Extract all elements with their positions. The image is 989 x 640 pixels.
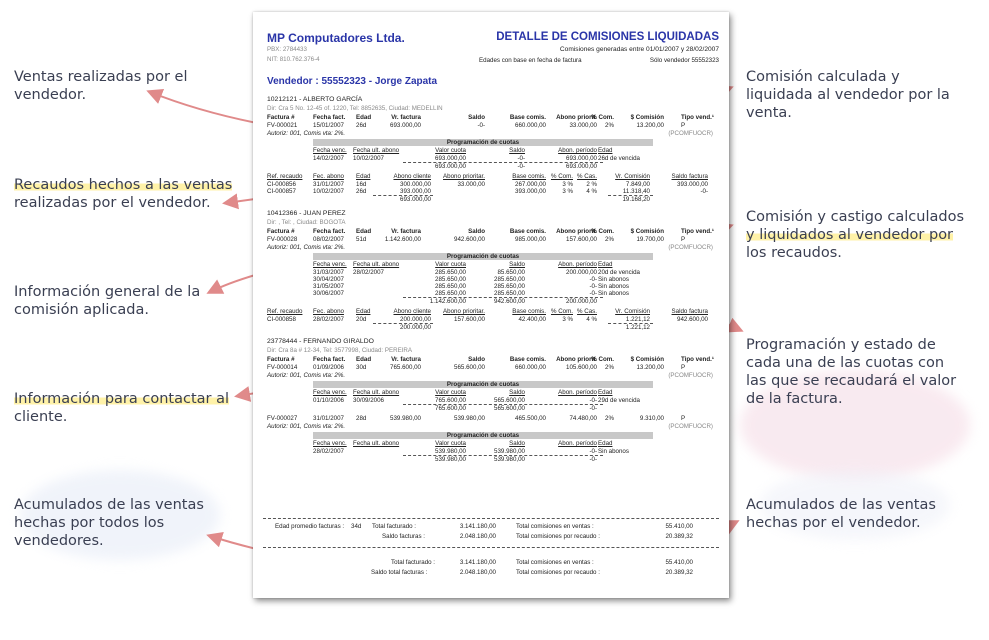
callout-acum-vendedor: Acumulados de las ventas hechas por el vendedor. xyxy=(746,497,936,531)
recaudo-header: Base comis. xyxy=(512,173,546,180)
cuota-row: -0- xyxy=(589,276,597,283)
company-nit: NIT: 810.762.376-4 xyxy=(267,56,320,63)
report-solo: Sólo vendedor 55552323 xyxy=(649,57,719,64)
cuota-row: Sin abonos xyxy=(598,290,629,297)
callout-comision-calculada: Comisión calculada y liquidada al vendedor por la venta. xyxy=(746,69,950,121)
recaudo-row: 200.000,00 xyxy=(400,316,431,323)
cuota-header: Edad xyxy=(598,147,613,154)
recaudo-row: -0- xyxy=(700,188,708,195)
callout-info-comision: Información general de la comisión aplicada. xyxy=(14,284,201,318)
seller-sf-label: Saldo facturas : xyxy=(382,533,425,540)
cuota-header: Fecha ult. abono xyxy=(353,261,400,268)
cuota-row: 693.000,00 xyxy=(435,155,466,162)
cuota-row: -0- xyxy=(517,155,525,162)
cuota-header: Abon. período xyxy=(558,440,597,447)
cuota-totals: 565.600,00 xyxy=(494,405,525,412)
invoice-row: 105.600,00 xyxy=(566,364,597,371)
recaudo-total-abono: 693.000,00 xyxy=(400,196,431,203)
invoice-row: 765.600,00 xyxy=(390,364,421,371)
invoice-header: Abono priorit. xyxy=(556,114,597,121)
cuota-row: 30/06/2007 xyxy=(313,290,344,297)
cuota-row: 539.980,00 xyxy=(494,448,525,455)
cuota-totals: 200.000,00 xyxy=(566,298,597,305)
invoice-header: Vr. factura xyxy=(391,114,421,121)
recaudo-total-abono: 200.000,00 xyxy=(400,324,431,331)
invoice-row: 74.480,00 xyxy=(569,415,597,422)
invoice-header: Fecha fact. xyxy=(313,228,346,235)
rule-line xyxy=(263,547,719,548)
recaudo-row: 942.600,00 xyxy=(677,316,708,323)
invoice-row: 565.600,00 xyxy=(454,364,485,371)
invoice-row: 693.000,00 xyxy=(390,122,421,129)
invoice-header: Tipo vend.¹ xyxy=(681,114,714,121)
cuota-header: Fecha venc. xyxy=(313,440,347,447)
invoice-row: 660.000,00 xyxy=(515,364,546,371)
recaudo-row: 2 % xyxy=(586,181,597,188)
recaudo-header: Vr. Comisión xyxy=(615,173,650,180)
tipo-code: (PCOMFUOCR) xyxy=(668,423,713,430)
cuota-section-header: Programación de cuotas xyxy=(313,381,653,388)
recaudo-row: 42.400,00 xyxy=(518,316,546,323)
callout-ventas-vendedor: Ventas realizadas por el vendedor. xyxy=(14,69,188,103)
cuota-section-header: Programación de cuotas xyxy=(313,432,653,439)
cuota-row: 285.650,00 xyxy=(435,276,466,283)
callout-acum-todos: Acumulados de las ventas hechas por todos los vendedores. xyxy=(14,497,204,549)
invoice-row: 08/02/2007 xyxy=(313,236,344,243)
cuota-row: -0- xyxy=(589,448,597,455)
invoice-row: P xyxy=(681,236,686,243)
seller-cv-label: Total comisiones en ventas : xyxy=(516,523,594,530)
recaudo-row: 28/02/2007 xyxy=(313,316,344,323)
cuota-header: Fecha ult. abono xyxy=(353,440,400,447)
cuota-row: 31/03/2007 xyxy=(313,269,344,276)
invoice-row: 26d xyxy=(356,122,367,129)
report-subtitle: Comisiones generadas entre 01/01/2007 y 28/02/2007 xyxy=(559,46,719,53)
recaudo-row: 4 % xyxy=(586,188,597,195)
client-name: 23778444 - FERNANDO GIRALDO xyxy=(267,338,374,345)
cuota-row: 30/09/2006 xyxy=(353,397,384,404)
invoice-autoriz: Autoriz: 001, Comis vta: 2%. xyxy=(267,130,346,137)
recaudo-row: 300.000,00 xyxy=(400,181,431,188)
invoice-row: 15/01/2007 xyxy=(313,122,344,129)
grand-cr: 20.389,32 xyxy=(665,569,693,576)
recaudo-row: 1.221,12 xyxy=(625,316,650,323)
invoice-row: 2% xyxy=(605,364,614,371)
seller-sf: 2.048.180,00 xyxy=(459,533,496,540)
recaudo-row: 7.849,00 xyxy=(625,181,650,188)
invoice-row: 942.600,00 xyxy=(454,236,485,243)
recaudo-row: CI-000858 xyxy=(267,316,296,323)
recaudo-header: Abono prioritar. xyxy=(443,308,485,315)
invoice-header: Base comis. xyxy=(509,356,546,363)
cuota-header: Valor cuota xyxy=(435,440,466,447)
cuota-row: 28/02/2007 xyxy=(313,448,344,455)
invoice-header: % Com. xyxy=(591,356,614,363)
recaudo-row: 3 % xyxy=(562,188,573,195)
invoice-header: Base comis. xyxy=(509,114,546,121)
grand-cr-label: Total comisiones por recaudo : xyxy=(516,569,600,576)
cuota-row: 30/04/2007 xyxy=(313,276,344,283)
invoice-autoriz: Autoriz: 001, Comis vta: 2%. xyxy=(267,244,346,251)
invoice-header: Edad xyxy=(356,228,372,235)
cuota-row: 285.650,00 xyxy=(435,290,466,297)
recaudo-row: 3 % xyxy=(562,181,573,188)
recaudo-row: 16d xyxy=(356,181,367,188)
invoice-row: 985.000,00 xyxy=(515,236,546,243)
invoice-row: FV-000021 xyxy=(267,122,298,129)
client-contact: Dir: Cra 8a # 12-34, Tel: 3577998, Ciudad: PEREIRA xyxy=(267,347,413,354)
recaudo-header: Abono prioritar. xyxy=(443,173,485,180)
cuota-totals: 693.000,00 xyxy=(435,163,466,170)
cuota-row: -0- xyxy=(589,290,597,297)
grand-tf: 3.141.180,00 xyxy=(459,559,496,566)
invoice-row: P xyxy=(681,364,686,371)
invoice-header: Edad xyxy=(356,114,372,121)
cuota-header: Valor cuota xyxy=(435,261,466,268)
recaudo-header: Edad xyxy=(356,173,371,180)
invoice-row: FV-000014 xyxy=(267,364,298,371)
invoice-row: 19.700,00 xyxy=(636,236,664,243)
invoice-row: 539.980,00 xyxy=(454,415,485,422)
invoice-row: 30d xyxy=(356,364,367,371)
report-title: DETALLE DE COMISIONES LIQUIDADAS xyxy=(496,31,719,43)
recaudo-header: % Com. xyxy=(550,173,573,180)
seller-tf-label: Total facturado : xyxy=(372,523,417,530)
invoice-row: 2% xyxy=(605,236,614,243)
cuota-header: Edad xyxy=(598,440,613,447)
cuota-row: 693.000,00 xyxy=(566,155,597,162)
cuota-header: Fecha venc. xyxy=(313,261,347,268)
invoice-row: 9.310,00 xyxy=(639,415,664,422)
cuota-row: 285.650,00 xyxy=(435,269,466,276)
invoice-header: Abono priorit. xyxy=(556,356,597,363)
recaudo-row: 157.600,00 xyxy=(454,316,485,323)
cuota-row: 20d de vencida xyxy=(598,269,640,276)
cuota-header: Saldo xyxy=(509,261,525,268)
callout-castigo: Comisión y castigo calculados y liquidados al vendedor por los recaudos. xyxy=(746,209,964,261)
cuota-header: Fecha ult. abono xyxy=(353,389,400,396)
invoice-row: 28d xyxy=(356,415,367,422)
cuota-row: 285.650,00 xyxy=(494,290,525,297)
rule-line xyxy=(263,518,719,519)
callout-info-cliente: Información para contactar al cliente. xyxy=(14,391,230,425)
commission-report xyxy=(253,12,729,598)
cuota-totals: 765.600,00 xyxy=(435,405,466,412)
recaudo-header: Saldo factura xyxy=(671,173,708,180)
cuota-header: Valor cuota xyxy=(435,389,466,396)
invoice-row: 13.200,00 xyxy=(636,364,664,371)
invoice-header: Saldo xyxy=(468,114,485,121)
invoice-autoriz: Autoriz: 001, Comis vta: 2%. xyxy=(267,423,346,430)
invoice-header: Saldo xyxy=(468,356,485,363)
invoice-row: 33.000,00 xyxy=(569,122,597,129)
recaudo-header: Edad xyxy=(356,308,371,315)
cuota-row: 14/02/2007 xyxy=(313,155,344,162)
cuota-row: 285.650,00 xyxy=(435,283,466,290)
invoice-row: 13.200,00 xyxy=(636,122,664,129)
invoice-header: Abono priorit. xyxy=(556,228,597,235)
invoice-header: $ Comisión xyxy=(630,228,664,235)
seller-title: Vendedor : 55552323 - Jorge Zapata xyxy=(267,76,438,87)
recaudo-header: Abono cliente xyxy=(393,308,431,315)
recaudo-header: Ref. recaudo xyxy=(267,173,303,180)
invoice-header: Edad xyxy=(356,356,372,363)
recaudo-header: Fec. abono xyxy=(313,173,344,180)
grand-cv-label: Total comisiones en ventas : xyxy=(516,559,594,566)
invoice-row: 1.142.600,00 xyxy=(384,236,421,243)
cuota-row: 285.650,00 xyxy=(494,276,525,283)
recaudo-row: 393.000,00 xyxy=(677,181,708,188)
cuota-row: 10/02/2007 xyxy=(353,155,384,162)
cuota-row: 31/05/2007 xyxy=(313,283,344,290)
recaudo-header: Fec. abono xyxy=(313,308,344,315)
invoice-header: Vr. factura xyxy=(391,228,421,235)
cuota-totals: -0- xyxy=(589,456,597,463)
invoice-row: 31/01/2007 xyxy=(313,415,344,422)
invoice-row: 660.000,00 xyxy=(515,122,546,129)
recaudo-row: 33.000,00 xyxy=(457,181,485,188)
cuota-row: Sin abonos xyxy=(598,448,629,455)
cuota-row: 01/10/2006 xyxy=(313,397,344,404)
cuota-totals: 539.980,00 xyxy=(494,456,525,463)
cuota-row: 765.600,00 xyxy=(435,397,466,404)
cuota-row: 539.980,00 xyxy=(435,448,466,455)
recaudo-row: 31/01/2007 xyxy=(313,181,344,188)
recaudo-row: 4 % xyxy=(586,316,597,323)
seller-cr-label: Total comisiones por recaudo : xyxy=(516,533,600,540)
invoice-row: 539.980,00 xyxy=(390,415,421,422)
invoice-row: FV-000027 xyxy=(267,415,298,422)
cuota-row: -0- xyxy=(589,283,597,290)
invoice-header: $ Comisión xyxy=(630,356,664,363)
callout-programacion: Programación y estado de cada una de las cuotas con las que se recaudará el valor de la factura. xyxy=(746,337,957,407)
cuota-header: Abon. período xyxy=(558,261,597,268)
company-pbx: PBX: 2784433 xyxy=(267,46,307,53)
cuota-header: Saldo xyxy=(509,389,525,396)
invoice-row: 51d xyxy=(356,236,367,243)
grand-cv: 55.410,00 xyxy=(665,559,693,566)
cuota-totals: 539.980,00 xyxy=(435,456,466,463)
client-name: 10412366 - JUAN PEREZ xyxy=(267,210,346,217)
cuota-row: 26d de vencida xyxy=(598,155,640,162)
grand-tf-label: Total facturado : xyxy=(391,559,436,566)
tipo-code: (PCOMFUOCR) xyxy=(668,244,713,251)
invoice-row: 2% xyxy=(605,415,614,422)
recaudo-header: % Cas. xyxy=(577,308,597,315)
cuota-totals: -0- xyxy=(517,163,525,170)
grand-sf: 2.048.180,00 xyxy=(459,569,496,576)
cuota-header: Saldo xyxy=(509,440,525,447)
recaudo-row: 3 % xyxy=(562,316,573,323)
cuota-header: Fecha venc. xyxy=(313,389,347,396)
cuota-header: Fecha venc. xyxy=(313,147,347,154)
client-contact: Dir: Cra 5 No. 12-45 of. 1220, Tel: 8852635, Ciudad: MEDELLIN xyxy=(267,105,443,112)
invoice-header: Vr. factura xyxy=(391,356,421,363)
invoice-header: Fecha fact. xyxy=(313,356,346,363)
cuota-row: 85.650,00 xyxy=(497,269,525,276)
company-name: MP Computadores Ltda. xyxy=(267,31,405,45)
recaudo-header: Abono cliente xyxy=(393,173,431,180)
invoice-header: Factura # xyxy=(267,114,295,121)
cuota-row: 28/02/2007 xyxy=(353,269,384,276)
invoice-header: % Com. xyxy=(591,228,614,235)
cuota-row: -0- xyxy=(589,397,597,404)
seller-cv: 55.410,00 xyxy=(665,523,693,530)
invoice-header: Fecha fact. xyxy=(313,114,346,121)
cuota-header: Saldo xyxy=(509,147,525,154)
invoice-row: P xyxy=(681,415,686,422)
cuota-totals: 942.600,00 xyxy=(494,298,525,305)
cuota-row: 285.650,00 xyxy=(494,283,525,290)
cuota-header: Fecha ult. abono xyxy=(353,147,400,154)
invoice-row: P xyxy=(681,122,686,129)
cuota-totals: 693.000,00 xyxy=(566,163,597,170)
recaudo-row: 10/02/2007 xyxy=(313,188,344,195)
recaudo-total-comision: 19.168,20 xyxy=(622,196,650,203)
cuota-row: Sin abonos xyxy=(598,276,629,283)
recaudo-row: CI-000857 xyxy=(267,188,296,195)
cuota-header: Edad xyxy=(598,389,613,396)
invoice-row: 465.500,00 xyxy=(515,415,546,422)
recaudo-header: % Cas. xyxy=(577,173,597,180)
invoice-header: Tipo vend.¹ xyxy=(681,356,714,363)
cuota-row: 29d de vencida xyxy=(598,397,640,404)
invoice-row: 157.600,00 xyxy=(566,236,597,243)
client-contact: Dir: , Tel: , Ciudad: BOGOTA xyxy=(267,219,346,226)
invoice-header: Base comis. xyxy=(509,228,546,235)
recaudo-total-comision: 1.221,12 xyxy=(625,324,650,331)
client-name: 10212121 - ALBERTO GARCÍA xyxy=(267,96,363,103)
seller-edad: 34d xyxy=(351,523,362,530)
tipo-code: (PCOMFUOCR) xyxy=(668,130,713,137)
recaudo-header: Vr. Comisión xyxy=(615,308,650,315)
recaudo-header: Base comis. xyxy=(512,308,546,315)
cuota-header: Edad xyxy=(598,261,613,268)
invoice-header: % Com. xyxy=(591,114,614,121)
cuota-header: Abon. período xyxy=(558,389,597,396)
cuota-row: Sin abonos xyxy=(598,283,629,290)
invoice-autoriz: Autoriz: 001, Comis vta: 2%. xyxy=(267,372,346,379)
recaudo-header: Saldo factura xyxy=(671,308,708,315)
recaudo-row: CI-000856 xyxy=(267,181,296,188)
cuota-totals: -0- xyxy=(589,405,597,412)
invoice-header: $ Comisión xyxy=(630,114,664,121)
invoice-header: Tipo vend.¹ xyxy=(681,228,714,235)
cuota-header: Abon. período xyxy=(558,147,597,154)
cuota-row: 565.600,00 xyxy=(494,397,525,404)
report-edades: Edades con base en fecha de factura xyxy=(479,57,582,64)
invoice-row: -0- xyxy=(477,122,485,129)
invoice-header: Factura # xyxy=(267,228,295,235)
recaudo-row: 11.318,40 xyxy=(622,188,650,195)
recaudo-header: % Com. xyxy=(550,308,573,315)
cuota-section-header: Programación de cuotas xyxy=(313,253,653,260)
invoice-row: 2% xyxy=(605,122,614,129)
seller-cr: 20.389,32 xyxy=(665,533,693,540)
recaudo-row: 393.000,00 xyxy=(400,188,431,195)
cuota-header: Valor cuota xyxy=(435,147,466,154)
invoice-header: Saldo xyxy=(468,228,485,235)
callout-recaudos: Recaudos hechos a las ventas realizadas por el vendedor. xyxy=(14,177,233,211)
invoice-header: Factura # xyxy=(267,356,295,363)
recaudo-row: 26d xyxy=(356,188,367,195)
cuota-totals: 1.142.600,00 xyxy=(429,298,466,305)
invoice-row: FV-000028 xyxy=(267,236,298,243)
seller-tf: 3.141.180,00 xyxy=(459,523,496,530)
cuota-row: 200.000,00 xyxy=(566,269,597,276)
grand-sf-label: Saldo total facturas : xyxy=(371,569,428,576)
recaudo-header: Ref. recaudo xyxy=(267,308,303,315)
cuota-section-header: Programación de cuotas xyxy=(313,139,653,146)
recaudo-row: 20d xyxy=(356,316,367,323)
seller-edad-label: Edad promedio facturas : xyxy=(275,523,345,530)
recaudo-row: 267.000,00 xyxy=(515,181,546,188)
recaudo-row: 393.000,00 xyxy=(515,188,546,195)
invoice-row: 01/09/2006 xyxy=(313,364,344,371)
tipo-code: (PCOMFUOCR) xyxy=(668,372,713,379)
